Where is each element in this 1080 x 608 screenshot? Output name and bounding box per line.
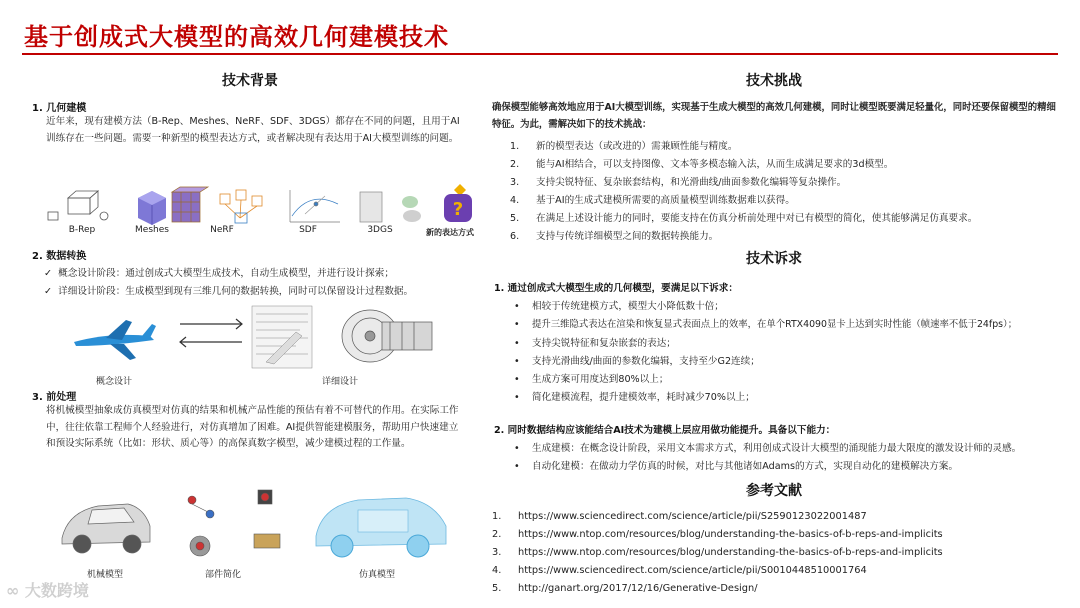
section-heading-background: 技术背景 xyxy=(222,73,278,89)
title-divider xyxy=(22,53,1058,55)
preprocessing-text: 将机械模型抽象成仿真模型对仿真的结果和机械产品性能的预估有着不可替代的作用。在实际工作中，往往依靠工程师个人经验进行，对仿真增加了困难。AI提供智能建模服务，帮助用户快速建立和预设实际系统（比如：形状、质心等）的高保真数字模型，减少建模过程的工作量。 xyxy=(46,405,459,449)
challenge-item: 1. 新的模型表达（或改进的）需兼顾性能与精度。 xyxy=(510,141,738,152)
meshes-image xyxy=(138,191,166,225)
sdf-image xyxy=(290,190,340,222)
caption-detail-design: 详细设计 xyxy=(321,377,358,387)
caption-concept-design: 概念设计 xyxy=(95,377,132,387)
watermark-logo-icon: ∞ xyxy=(6,581,25,600)
reference-link[interactable]: https://www.sciencedirect.com/science/article/pii/S0010448510001764 xyxy=(518,565,867,576)
simulation-images xyxy=(58,486,458,566)
watermark: ∞ 大数跨境 xyxy=(6,581,89,600)
caption-brep: B-Rep xyxy=(68,225,96,235)
caption-meshes: Meshes xyxy=(135,225,169,235)
representation-images xyxy=(40,186,464,228)
caption-sdf: SDF xyxy=(299,225,317,235)
caption-component-simplification: 部件简化 xyxy=(204,570,241,580)
demand-item: • 生成建模：在概念设计阶段，采用文本需求方式，利用创成式设计大模型的涌现能力最大限度的激发设计师的灵感。 xyxy=(514,443,1022,454)
demand-item: • 支持光滑曲线/曲面的参数化编辑，支持至少G2连续； xyxy=(514,356,760,367)
demand-group2-heading: 2. 同时数据结构应该能结合AI技术为建模上层应用做功能提升。具备以下能力： xyxy=(494,425,836,436)
component-parts-image xyxy=(188,490,280,556)
nerf-image xyxy=(220,190,262,223)
challenge-item: 3. 支持尖锐特征、复杂嵌套结构，和光滑曲线/曲面参数化编辑等复杂操作。 xyxy=(510,177,847,188)
reference-link[interactable]: http://ganart.org/2017/12/16/Generative-Design/ xyxy=(518,583,758,594)
reference-link[interactable]: https://www.sciencedirect.com/science/article/pii/S2590123022001487 xyxy=(518,511,867,522)
page-title: 基于创成式大模型的高效几何建模技术 xyxy=(24,23,449,51)
data-conversion-heading: 2. 数据转换 xyxy=(32,251,87,262)
simulation-model-image xyxy=(316,498,446,557)
preprocessing-heading: 3. 前处理 xyxy=(32,392,77,403)
check-item-concept: ✓ 概念设计阶段：通过创成式大模型生成技术，自动生成模型，并进行设计探索； xyxy=(44,268,394,279)
challenge-item: 5. 在满足上述设计能力的同时，要能支持在仿真分析前处理中对已有模型的简化，使其能够满足仿真要求。 xyxy=(510,213,978,224)
title-bar xyxy=(0,0,1080,62)
right-column xyxy=(486,62,1062,608)
reference-item: 5. http://ganart.org/2017/12/16/Generative-Design/ xyxy=(492,583,758,594)
demand-item: • 自动化建模：在做动力学仿真的时候，对比与其他诸如Adams的方式，实现自动化的建模解决方案。 xyxy=(514,461,959,472)
left-column xyxy=(30,62,474,608)
brep-image xyxy=(48,191,108,220)
check-icon: ✓ xyxy=(44,286,53,297)
demand-group1-heading: 1. 通过创成式大模型生成的几何模型，要满足以下诉求： xyxy=(494,283,738,294)
reference-link[interactable]: https://www.ntop.com/resources/blog/understanding-the-basics-of-b-reps-and-implicits xyxy=(518,547,943,558)
geometry-modeling-heading: 1. 几何建模 xyxy=(32,103,87,114)
challenge-item: 4. 基于AI的生成式建模所需要的高质量模型训练数据难以获得。 xyxy=(510,195,795,206)
reference-item: 3. https://www.ntop.com/resources/blog/understanding-the-basics-of-b-reps-and-implicits xyxy=(492,547,943,558)
reference-link[interactable]: https://www.ntop.com/resources/blog/understanding-the-basics-of-b-reps-and-implicits xyxy=(518,529,943,540)
airplane-image xyxy=(74,320,156,360)
demand-item: • 相较于传统建模方式，模型大小降低数十倍； xyxy=(514,301,724,312)
demand-item: • 支持尖锐特征和复杂嵌套的表达； xyxy=(514,338,676,349)
challenge-item: 2. 能与AI相结合，可以支持图像、文本等多模态输入法，从而生成满足要求的3d模型。 xyxy=(510,159,894,170)
reference-item: 1. https://www.sciencedirect.com/science/article/pii/S2590123022001487 xyxy=(492,511,867,522)
geometry-modeling-text: 近年来，现有建模方法（B-Rep、Meshes、NeRF、SDF、3DGS）都存在不同的问题，且用于AI训练存在一些问题。需要一种新型的模型表达方式，或者解决现有表达用于AI大模型训练的问题。 xyxy=(46,116,460,144)
demand-item: • 提升三维隐式表达在渲染和恢复显式表面点上的效率，在单个RTX4090显卡上达到实时性能（帧速率不低于24fps）； xyxy=(514,319,1018,330)
demand-item: • 生成方案可用度达到80%以上； xyxy=(514,374,669,385)
blueprint-image xyxy=(252,306,312,368)
caption-simulation-model: 仿真模型 xyxy=(358,570,395,580)
section-heading-demands: 技术诉求 xyxy=(746,251,802,267)
reference-item: 4. https://www.sciencedirect.com/science/article/pii/S0010448510001764 xyxy=(492,565,867,576)
question-mark-icon xyxy=(444,184,472,222)
arrow-left-icon xyxy=(180,337,242,347)
caption-new-representation: 新的表达方式 xyxy=(426,228,474,237)
check-item-detail: ✓ 详细设计阶段：生成模型到现有三维几何的数据转换，同时可以保留设计过程数据。 xyxy=(44,286,414,297)
caption-nerf: NeRF xyxy=(210,225,234,235)
caption-mechanical-model: 机械模型 xyxy=(86,570,123,580)
challenge-item: 6. 支持与传统详细模型之间的数据转换能力。 xyxy=(510,231,719,242)
challenges-intro: 确保模型能够高效地应用于AI大模型训练，实现基于生成大模型的高效几何建模，同时让模型既要满足轻量化，同时还要保留模型的精细特征。为此，需解决如下的技术挑战： xyxy=(492,102,1056,130)
section-heading-references: 参考文献 xyxy=(746,483,802,499)
svg-text:?: ? xyxy=(452,199,464,220)
reference-item: 2. https://www.ntop.com/resources/blog/understanding-the-basics-of-b-reps-and-implicits xyxy=(492,529,943,540)
conversion-images xyxy=(70,302,450,374)
arrow-right-icon xyxy=(180,319,242,329)
section-heading-challenges: 技术挑战 xyxy=(746,73,802,89)
engine-image xyxy=(342,310,432,362)
3dgs-image xyxy=(360,192,421,222)
meshes-grid-image xyxy=(172,187,208,222)
caption-3dgs: 3DGS xyxy=(367,225,393,235)
demand-item: • 简化建模流程，提升建模效率，耗时减少70%以上； xyxy=(514,392,755,403)
check-icon: ✓ xyxy=(44,268,53,279)
car-model-image xyxy=(62,504,150,553)
